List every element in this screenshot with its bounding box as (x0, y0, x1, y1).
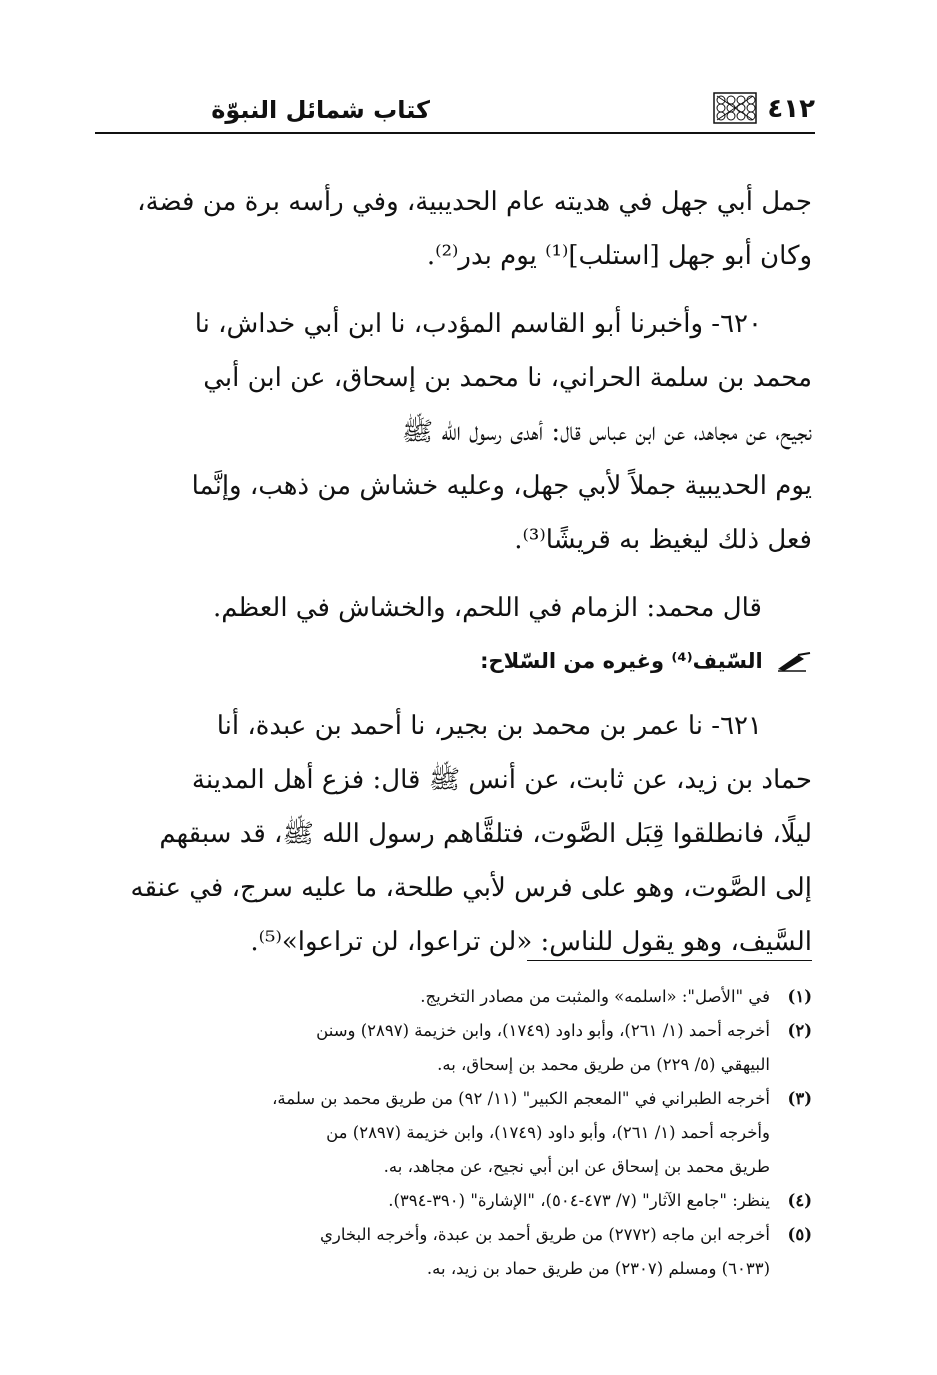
footnote-number: (٣) (787, 1089, 812, 1108)
text-line: فعل ذلك ليغيظ به قريشًا⁽³⁾. (514, 525, 812, 555)
text-line: السَّيف، وهو يقول للناس: «لن تراعوا، لن تراعوا»⁽⁵⁾. (250, 927, 812, 957)
main-text (97, 175, 812, 983)
pen-icon (776, 651, 812, 673)
footnote-number: (٥) (787, 1225, 812, 1244)
footnote-line: ينظر: "جامع الآثار" (٧/ ٤٧٣-٥٠٤)، "الإشارة" (٣٩٠-٣٩٤). (388, 1191, 770, 1210)
text-line: جمل أبي جهل في هديته عام الحديبية، وفي رأسه برة من فضة، (137, 187, 812, 217)
footnote-line: البيهقي (٥/ ٢٢٩) من طريق محمد بن إسحاق، به. (437, 1055, 770, 1074)
book-title: كتاب شمائل النبوّة (211, 96, 430, 124)
footnote-line: طريق محمد بن إسحاق عن ابن أبي نجيح، عن مجاهد، به. (383, 1157, 770, 1176)
page-number: ٤١٢ (767, 94, 815, 124)
page-header (95, 88, 815, 134)
footnote-line: أخرجه الطبراني في "المعجم الكبير" (١١/ ٩٢) من طريق محمد بن سلمة، (272, 1089, 770, 1108)
text-line: يوم الحديبية جملاً لأبي جهل، وعليه خشاش من ذهب، وإنَّما (191, 471, 812, 501)
text-line: ٦٢٠- وأخبرنا أبو القاسم المؤدب، نا ابن أبي خداش، نا (194, 309, 762, 339)
footnote-number: (١) (787, 987, 812, 1006)
footnote-line: وأخرجه أحمد (١/ ٢٦١)، وأبو داود (١٧٤٩)، وابن خزيمة (٢٨٩٧) من (326, 1123, 770, 1142)
footnote-divider (527, 960, 812, 961)
footnote-text (97, 1082, 770, 1184)
footnote-3 (97, 1082, 812, 1184)
footnote-4 (97, 1184, 812, 1218)
text-line: نجيح، عن مجاهد، عن ابن عباس قال: أهدى رسول الله ﷺ (401, 417, 812, 447)
footnote-2 (97, 1014, 812, 1082)
footnote-text (97, 1218, 770, 1286)
text-line: وكان أبو جهل [استلب]⁽¹⁾ يوم بدر⁽²⁾. (426, 241, 812, 271)
footnote-line: أخرجه أحمد (١/ ٢٦١)، وأبو داود (١٧٤٩)، وابن خزيمة (٢٨٩٧) وسنن (316, 1021, 770, 1040)
footnote-text (97, 1014, 770, 1082)
footnote-text (97, 980, 770, 1014)
ornament-icon (713, 92, 757, 124)
text-line: ليلًا، فانطلقوا قِبَل الصَّوت، فتلقَّاهم رسول الله ﷺ، قد سبقهم (159, 819, 812, 849)
text-line: ٦٢١- نا عمر بن محمد بن بجير، نا أحمد بن عبدة، أنا (216, 711, 762, 741)
text-line: حماد بن زيد، عن ثابت، عن أنس ﷺ قال: فزع أهل المدينة (191, 765, 812, 795)
text-line: إلى الصَّوت، وهو على فرس لأبي طلحة، ما عليه سرج، في عنقه (130, 873, 812, 903)
paragraph-621 (97, 699, 812, 969)
text-line: محمد بن سلمة الحراني، نا محمد بن إسحاق، عن ابن أبي (203, 363, 812, 393)
footnote-1 (97, 980, 812, 1014)
footnotes (97, 980, 812, 1286)
paragraph-620 (97, 297, 812, 567)
footnote-line: (٦٠٣٣) ومسلم (٢٣٠٧) من طريق حماد بن زيد، به. (426, 1259, 770, 1278)
section-heading-text: السّيف⁽⁴⁾ وغيره من السّلاح: (480, 649, 763, 673)
footnote-5 (97, 1218, 812, 1286)
footnote-line: أخرجه ابن ماجه (٢٧٧٢) من طريق أحمد بن عبدة، وأخرجه البخاري (319, 1225, 770, 1244)
paragraph-continuation (97, 175, 812, 283)
footnote-line: في "الأصل": «اسلمه» والمثبت من مصادر التخريج. (420, 987, 770, 1006)
footnote-text (97, 1184, 770, 1218)
text-line: قال محمد: الزمام في اللحم، والخشاش في العظم. (212, 593, 762, 623)
footnote-number: (٢) (787, 1021, 812, 1040)
footnote-number: (٤) (787, 1191, 812, 1210)
paragraph-note (97, 581, 812, 635)
section-heading (97, 649, 812, 673)
